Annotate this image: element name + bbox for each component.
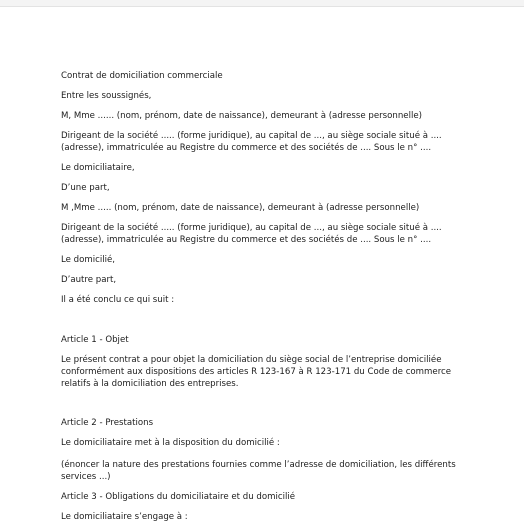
party2-part: D’autre part,	[61, 275, 117, 285]
party1-company: Dirigeant de la société ..... (forme juridique), au capital de ..., au siège sociale situé à .... (adresse), immatriculée au Registre du commerce et des sociétés de .... Sous le n° ....	[61, 131, 442, 153]
party2-person: M ,Mme ..... (nom, prénom, date de naissance), demeurant à (adresse personnelle)	[61, 203, 420, 213]
party1-part: D’une part,	[61, 183, 110, 193]
article2-body: (énoncer la nature des prestations fournies comme l’adresse de domiciliation, les différents services ...)	[61, 460, 456, 482]
document-page	[0, 6, 524, 521]
document-title: Contrat de domiciliation commerciale	[61, 71, 223, 81]
article3-heading: Article 3 - Obligations du domiciliataire et du domicilié	[61, 492, 296, 502]
article2-intro: Le domiciliataire met à la disposition du domicilié :	[61, 438, 280, 448]
party1-person: M, Mme ...... (nom, prénom, date de naissance), demeurant à (adresse personnelle)	[61, 111, 422, 121]
article2-heading: Article 2 - Prestations	[61, 418, 154, 428]
party2-company: Dirigeant de la société ..... (forme juridique), au capital de ..., au siège sociale situé à .... (adresse), immatriculée au Registre du commerce et des sociétés de .... Sous le n° ....	[61, 223, 442, 245]
article1-heading: Article 1 - Objet	[61, 335, 129, 345]
agreement-paragraph: Il a été conclu ce qui suit :	[61, 295, 175, 305]
article3-intro: Le domiciliataire s’engage à :	[61, 512, 188, 521]
intro-paragraph: Entre les soussignés,	[61, 91, 152, 101]
party1-role: Le domiciliataire,	[61, 163, 135, 173]
party2-role: Le domicilié,	[61, 255, 116, 265]
article1-body: Le présent contrat a pour objet la domiciliation du siège social de l’entreprise domiciliée conformément aux dispositions des articles R 123-167 à R 123-171 du Code de commerce relatifs à la domiciliation des entreprises.	[61, 355, 452, 389]
